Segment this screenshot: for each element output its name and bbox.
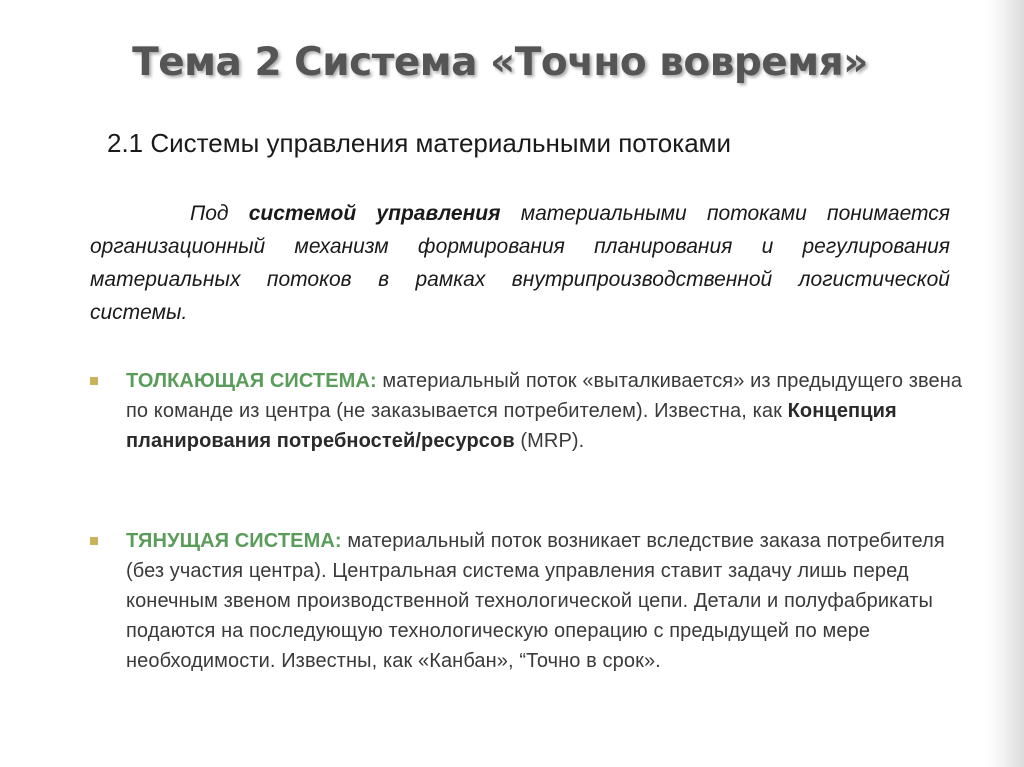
bullet-body-end: (MRP). xyxy=(514,430,585,452)
bullet-text xyxy=(126,366,966,456)
square-bullet-icon xyxy=(90,537,98,545)
square-bullet-icon xyxy=(90,377,98,385)
definition-paragraph xyxy=(90,197,950,329)
definition-bold-term: системой управления xyxy=(248,202,501,225)
definition-text-rest: материальными потоками понимается организационный механизм формирования планирования и регулирования материальных потоков в рамках внутрипроизводственной логистической системы. xyxy=(90,202,951,324)
bullet-heading: ТОЛКАЮЩАЯ СИСТЕМА: xyxy=(126,370,377,392)
bullet-body: материальный поток возникает вследствие заказа потребителя (без участия центра). Центральная система управления ставит задачу лишь перед конечным звеном производственной технологической цепи. Детали и полуфабрикаты подаются на последующую технологическую операцию с предыдущей по мере необходимости. Известны, как «Канбан», “Точно в срок». xyxy=(126,530,945,672)
slide-subtitle: 2.1 Системы управления материальными потоками xyxy=(107,128,732,158)
definition-text-start: Под xyxy=(190,202,249,225)
slide-edge-shadow xyxy=(986,0,1024,767)
bullet-emphasis: Концепция планирования потребностей/ресурсов xyxy=(126,400,897,452)
bullet-heading: ТЯНУЩАЯ СИСТЕМА: xyxy=(126,530,342,552)
bullet-text xyxy=(126,526,966,676)
bullet-body: материальный поток «выталкивается» из предыдущего звена по команде из центра (не заказывается потребителем). Известна, как xyxy=(126,370,963,422)
slide-title: Тема 2 Система «Точно вовремя» xyxy=(132,40,868,85)
